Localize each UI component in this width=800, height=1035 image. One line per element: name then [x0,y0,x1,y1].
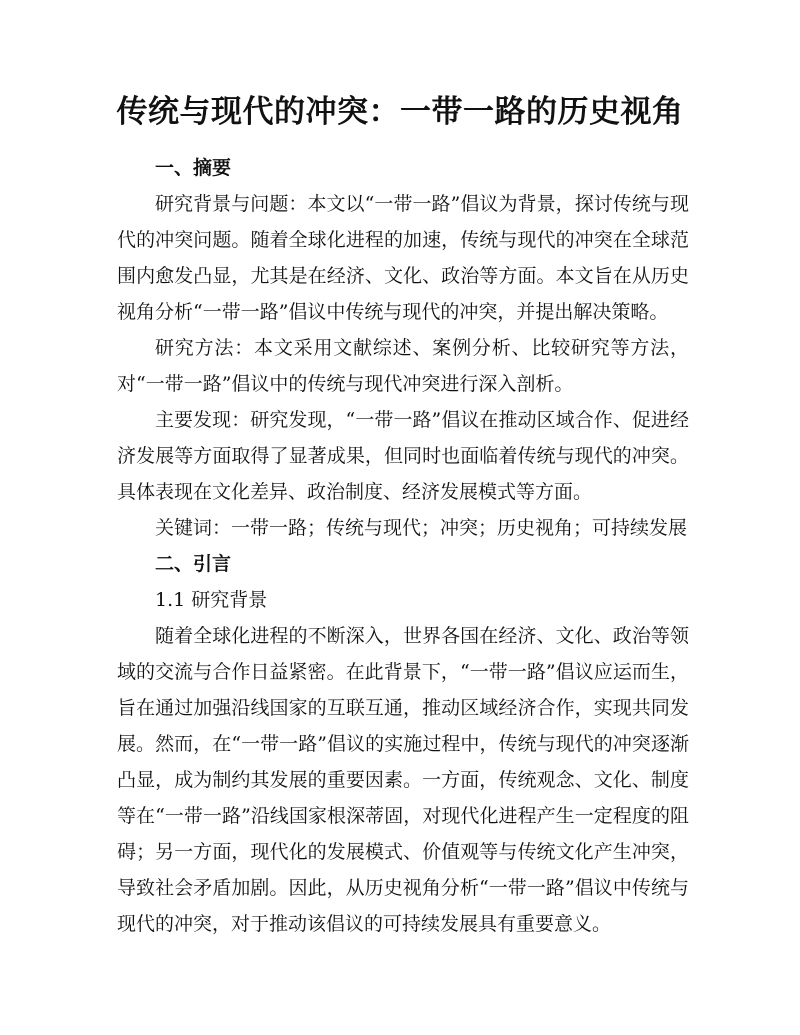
introduction-paragraph: 随着全球化进程的不断深入，世界各国在经济、文化、政治等领域的交流与合作日益紧密。在此背景下，“一带一路”倡议应运而生，旨在通过加强沿线国家的互联互通，推动区域经济合作，实现共同发展。然而，在“一带一路”倡议的实施过程中，传统与现代的冲突逐渐凸显，成为制约其发展的重要因素。一方面，传统观念、文化、制度等在“一带一路”沿线国家根深蒂固，对现代化进程产生一定程度的阻碍；另一方面，现代化的发展模式、价值观等与传统文化产生冲突，导致社会矛盾加剧。因此，从历史视角分析“一带一路”倡议中传统与现代的冲突，对于推动该倡议的可持续发展具有重要意义。 [117,625,689,935]
keywords-line: 关键词：一带一路；传统与现代；冲突；历史视角；可持续发展 [155,517,688,539]
research-methods-paragraph: 研究方法：本文采用文献综述、案例分析、比较研究等方法，对“一带一路”倡议中的传统与现代冲突进行深入剖析。 [117,337,689,395]
introduction-heading: 二、引言 [155,553,232,575]
research-background-paragraph: 研究背景与问题：本文以“一带一路”倡议为背景，探讨传统与现代的冲突问题。随着全球化进程的加速，传统与现代的冲突在全球范围内愈发凸显，尤其是在经济、文化、政治等方面。本文旨在从历史视角分析“一带一路”倡议中传统与现代的冲突，并提出解决策略。 [117,193,689,323]
abstract-heading: 一、摘要 [155,157,232,179]
main-findings-paragraph: 主要发现：研究发现，“一带一路”倡议在推动区域合作、促进经济发展等方面取得了显著成果，但同时也面临着传统与现代的冲突。具体表现在文化差异、政治制度、经济发展模式等方面。 [117,409,689,503]
research-background-subheading: 1.1 研究背景 [155,589,268,611]
page-title: 传统与现代的冲突：一带一路的历史视角 [116,94,684,130]
document-body [117,150,689,942]
